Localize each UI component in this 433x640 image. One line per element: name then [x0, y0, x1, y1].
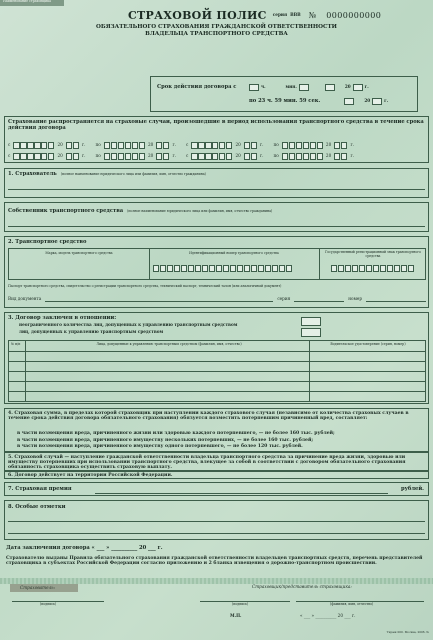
subtitle-2: ВЛАДЕЛЬЦА ТРАНСПОРТНОГО СРЕДСТВА [145, 31, 288, 37]
drivers-table [8, 340, 426, 402]
from-label: с [185, 142, 189, 148]
period-text: Страхование распространяется на страховые случаи, произошедшие в период использования транспортного средства в течение срока действия договора [8, 119, 424, 131]
year-prefix: 20 [325, 142, 332, 148]
year-prefix: 20 [344, 84, 351, 90]
insured-label: 1. Страхователь [8, 171, 57, 177]
sum-insured-c: в части возмещения вреда, причиненного имуществу одного потерпевшего, — не более 120 тыс. рублей. [17, 444, 303, 449]
page-title: СТРАХОВОЙ ПОЛИС [128, 9, 267, 22]
table-row[interactable] [9, 371, 425, 372]
vehicle-section [4, 236, 429, 308]
year-unit: г. [81, 153, 86, 159]
territory-text: 6. Договор действует на территории Российской Федерации. [8, 473, 173, 478]
minute-unit: мин. [285, 84, 297, 90]
owner-header [8, 209, 272, 215]
year-prefix: 20 [57, 142, 63, 148]
insured-signature-block [10, 584, 100, 593]
sum-insured-section [4, 408, 429, 452]
year-prefix: 20 [235, 153, 241, 159]
from-label: с [185, 153, 189, 159]
vehicle-table [8, 248, 426, 280]
owner-input-line[interactable] [8, 226, 425, 227]
territory-section [4, 471, 429, 479]
from-label: с [8, 153, 11, 159]
term-to-year-cell[interactable] [372, 98, 382, 105]
year-prefix: 20 [147, 153, 154, 159]
special-notes-line-1[interactable] [8, 521, 425, 522]
table-row[interactable] [9, 361, 425, 362]
owner-label: Собственник транспортного средства [8, 208, 124, 214]
policy-header [128, 9, 381, 22]
listed-drivers-checkbox[interactable] [301, 328, 321, 337]
insurer-name-field: Наименование страховщика [0, 0, 64, 6]
drivers-label: 3. Договор заключен в отношении: [8, 315, 117, 321]
col-vin: Идентификационный номер транспортного средства [189, 251, 279, 255]
special-notes-line-2[interactable] [8, 533, 425, 534]
passport-text: Паспорт транспортного средства, свидетельство о регистрации транспортного средства, технический паспорт, технический талон (или аналогичный документ) [8, 284, 282, 288]
col-number: № п/п [11, 342, 21, 346]
special-notes-label: 8. Особые отметки [8, 504, 66, 510]
year-prefix: 20 [325, 153, 332, 159]
term-label: Срок действия договора с [157, 83, 237, 90]
sum-insured-b: в части возмещения вреда, причиненного имуществу нескольких потерпевших, — не более 160 тыс. рублей; [17, 437, 314, 443]
doc-number-label: номер [348, 296, 362, 302]
doc-type-input[interactable] [45, 297, 273, 302]
series-value: ВВВ [290, 12, 301, 18]
term-from-row [157, 84, 369, 91]
doc-series-input[interactable] [294, 297, 344, 302]
term-min-cell[interactable] [299, 84, 309, 91]
year-prefix: 20 [235, 142, 241, 148]
year-unit: г. [172, 153, 176, 159]
to-label: по [273, 153, 279, 159]
insured-section [4, 168, 429, 198]
term-to-day-cell[interactable] [344, 98, 354, 105]
sum-insured-text: 4. Страховая сумма, в пределах которой страховщик при наступлении каждого страхового случая (независимо от количества страховых случаев в течение срока действия договора обязательного страхования) обязуется возместить потерпевшим причиненный вред, составляет: [8, 411, 409, 422]
table-row[interactable] [9, 381, 425, 382]
year-unit: г. [350, 153, 354, 159]
drivers-section [4, 312, 429, 404]
premium-label: 7. Страховая премия [8, 486, 72, 492]
unlimited-drivers-checkbox[interactable] [301, 317, 321, 326]
premium-currency: рублей. [400, 486, 424, 492]
doc-number-input[interactable] [366, 297, 426, 302]
print-note: Тираж 000. Москва, 2006. № [386, 630, 429, 634]
year-unit: г. [81, 142, 86, 148]
col-license: Водительское удостоверение (серия, номер) [330, 342, 406, 346]
number-sign: № [308, 11, 317, 20]
col-reg-plate: Государственный регистрационный знак транспортного средства [325, 250, 421, 258]
year-prefix: 20 [57, 153, 63, 159]
premium-input[interactable] [95, 493, 388, 494]
document-row [8, 297, 426, 302]
stamp-place: М.П. [230, 613, 242, 618]
term-to-row [249, 98, 388, 105]
period-box [4, 116, 429, 163]
term-to-label: по 23 ч. 59 мин. 59 сек. [249, 97, 321, 104]
period-row-1 [8, 142, 354, 149]
table-row[interactable] [9, 391, 425, 392]
to-label: по [273, 142, 279, 148]
owner-hint: (полное наименование юридического лица или фамилия, имя, отчество гражданина) [127, 209, 273, 214]
term-year-cell[interactable] [353, 84, 363, 91]
contract-date: Дата заключения договора « ___ » __________ 20 ___ г. [6, 545, 163, 551]
to-label: по [95, 142, 101, 148]
col-persons: Лица, допущенные к управлению транспортным средством (фамилия, имя, отчество) [96, 342, 242, 346]
insured-event-section [4, 452, 429, 471]
hour-unit: ч. [261, 84, 266, 90]
doc-series-label: серия [277, 296, 291, 302]
term-hour-cell[interactable] [249, 84, 259, 91]
plate-cells[interactable] [331, 265, 414, 272]
period-row-2 [8, 153, 354, 160]
doc-type-label: Вид документа [8, 296, 42, 302]
vin-cells[interactable] [153, 265, 292, 272]
vehicle-label: 2. Транспортное средство [8, 239, 87, 245]
signature-date: « ___ » __________ 20 ___ г. [300, 613, 356, 618]
rules-text: Страхователю выданы Правила обязательного страхования гражданской ответственности владельцев транспортных средств, перечень представителей страховщика в субъектах Российской Федерации согласно приложению и 2 бланка извещения о дорожно-транспортном происшествии. [6, 556, 423, 567]
insurer-signature-label: Страховщик/представитель страховщика: [252, 584, 352, 589]
insured-event-text: 5. Страховой случай — наступление гражданской ответственности владельца транспортного средства за причинение вреда жизни, здоровью или имуществу потерпевших при использовании транспортного средства, влекущее за собой в соответствии с договором обязательного страхования обязанность страховщика осуществить страховую выплату. [8, 454, 406, 471]
sum-insured-a: в части возмещения вреда, причиненного жизни или здоровью каждого потерпевшего, — не более 160 тыс. рублей; [17, 431, 335, 436]
year-unit: г. [384, 98, 389, 104]
listed-drivers-option: лиц, допущенных к управлению транспортным средством [19, 329, 164, 334]
year-prefix: 20 [147, 142, 154, 148]
year-unit: г. [364, 84, 369, 90]
year-unit: г. [350, 142, 354, 148]
series-label: серия [272, 12, 288, 18]
insured-header [8, 172, 206, 178]
term-box [150, 76, 418, 112]
unlimited-drivers-option: неограниченного количества лиц, допущенных к управлению транспортным средством [19, 322, 238, 327]
insured-signature-hint: (подпись) [40, 602, 57, 606]
special-notes-section [4, 500, 429, 540]
year-unit: г. [259, 153, 264, 159]
insured-hint: (полное наименование юридического лица или фамилия, имя, отчество гражданина) [60, 172, 206, 177]
insurer-fio-hint: (фамилия, имя, отчество) [330, 602, 374, 606]
insured-input-line[interactable] [8, 189, 425, 190]
insurer-signature-hint: (подпись) [232, 602, 249, 606]
policy-number: 0000000000 [326, 11, 382, 20]
premium-section [4, 482, 429, 496]
from-label: с [8, 142, 11, 148]
to-label: по [95, 153, 101, 159]
year-unit: г. [259, 142, 264, 148]
insured-signature-label: Страхователь: [10, 584, 78, 592]
year-prefix: 20 [364, 98, 371, 104]
owner-section [4, 202, 429, 232]
insured-signature-line[interactable] [12, 601, 104, 602]
term-day-cell[interactable] [325, 84, 335, 91]
col-make-model: Марка, модель транспортного средства [45, 251, 113, 255]
year-unit: г. [172, 142, 176, 148]
subtitle-1: ОБЯЗАТЕЛЬНОГО СТРАХОВАНИЯ ГРАЖДАНСКОЙ ОТВЕТСТВЕННОСТИ [96, 24, 337, 30]
